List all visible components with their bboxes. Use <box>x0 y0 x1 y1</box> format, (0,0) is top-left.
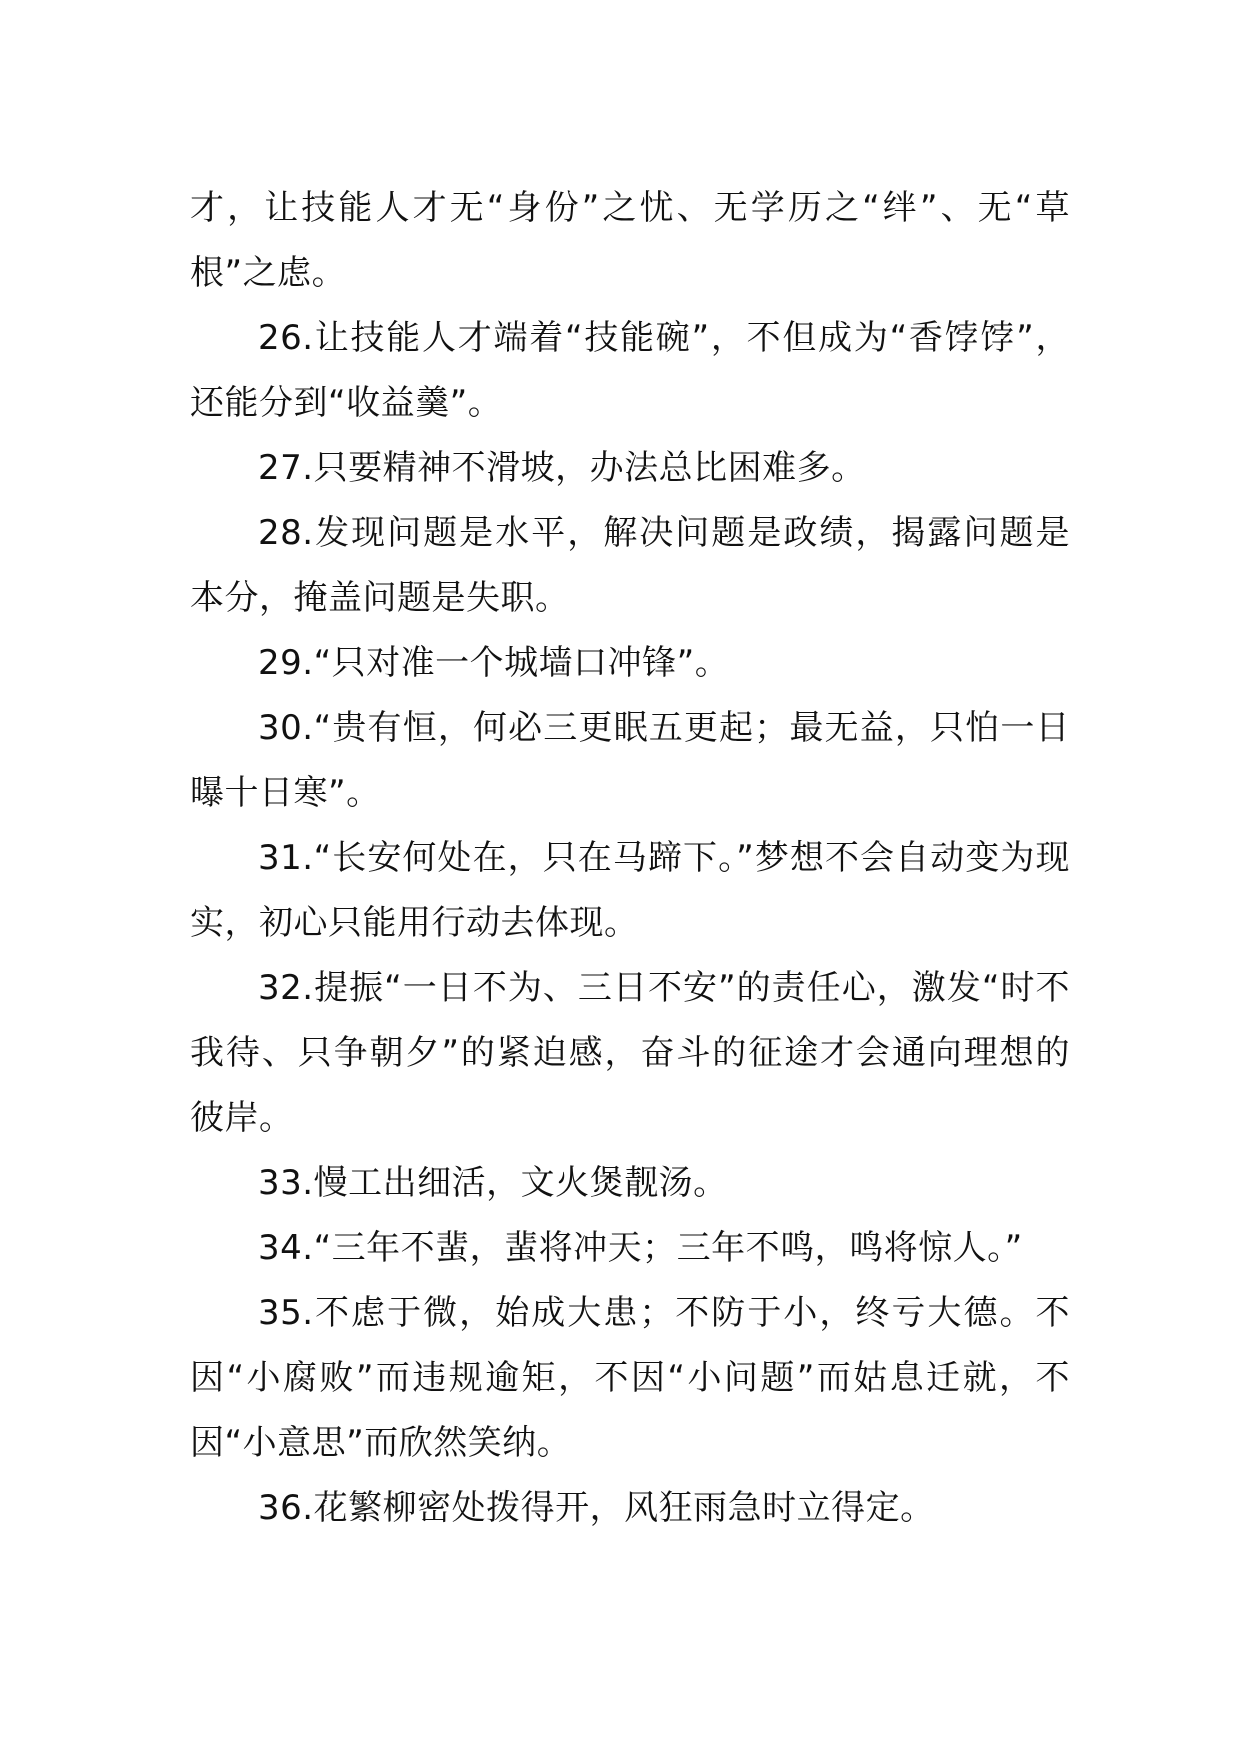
paragraph-34: 34.“三年不蜚，蜚将冲天；三年不鸣，鸣将惊人。” <box>258 1228 1023 1268</box>
paragraph-32: 32.提振“一日不为、三日不安”的责任心，激发“时不我待、只争朝夕”的紧迫感，奋斗的征途才会通向理想的彼岸。 <box>190 968 1070 1138</box>
paragraph-27: 27.只要精神不滑坡，办法总比困难多。 <box>258 448 866 488</box>
paragraph-36: 36.花繁柳密处拨得开，风狂雨急时立得定。 <box>258 1488 935 1528</box>
paragraph-31: 31.“长安何处在，只在马蹄下。”梦想不会自动变为现实，初心只能用行动去体现。 <box>190 838 1070 943</box>
paragraph-28: 28.发现问题是水平，解决问题是政绩，揭露问题是本分，掩盖问题是失职。 <box>190 513 1070 618</box>
paragraph-30: 30.“贵有恒，何必三更眠五更起；最无益，只怕一日曝十日寒”。 <box>190 708 1070 813</box>
paragraph-29: 29.“只对准一个城墙口冲锋”。 <box>258 643 730 683</box>
paragraph-26: 26.让技能人才端着“技能碗”，不但成为“香饽饽”，还能分到“收益羹”。 <box>190 318 1070 423</box>
body-text <box>190 176 1070 1541</box>
paragraph-continuation: 才，让技能人才无“身份”之忧、无学历之“绊”、无“草根”之虑。 <box>190 188 1070 293</box>
paragraph-33: 33.慢工出细活，文火煲靓汤。 <box>258 1163 728 1203</box>
paragraph-35: 35.不虑于微，始成大患；不防于小，终亏大德。不因“小腐败”而违规逾矩，不因“小问题”而姑息迁就，不因“小意思”而欣然笑纳。 <box>190 1293 1070 1463</box>
